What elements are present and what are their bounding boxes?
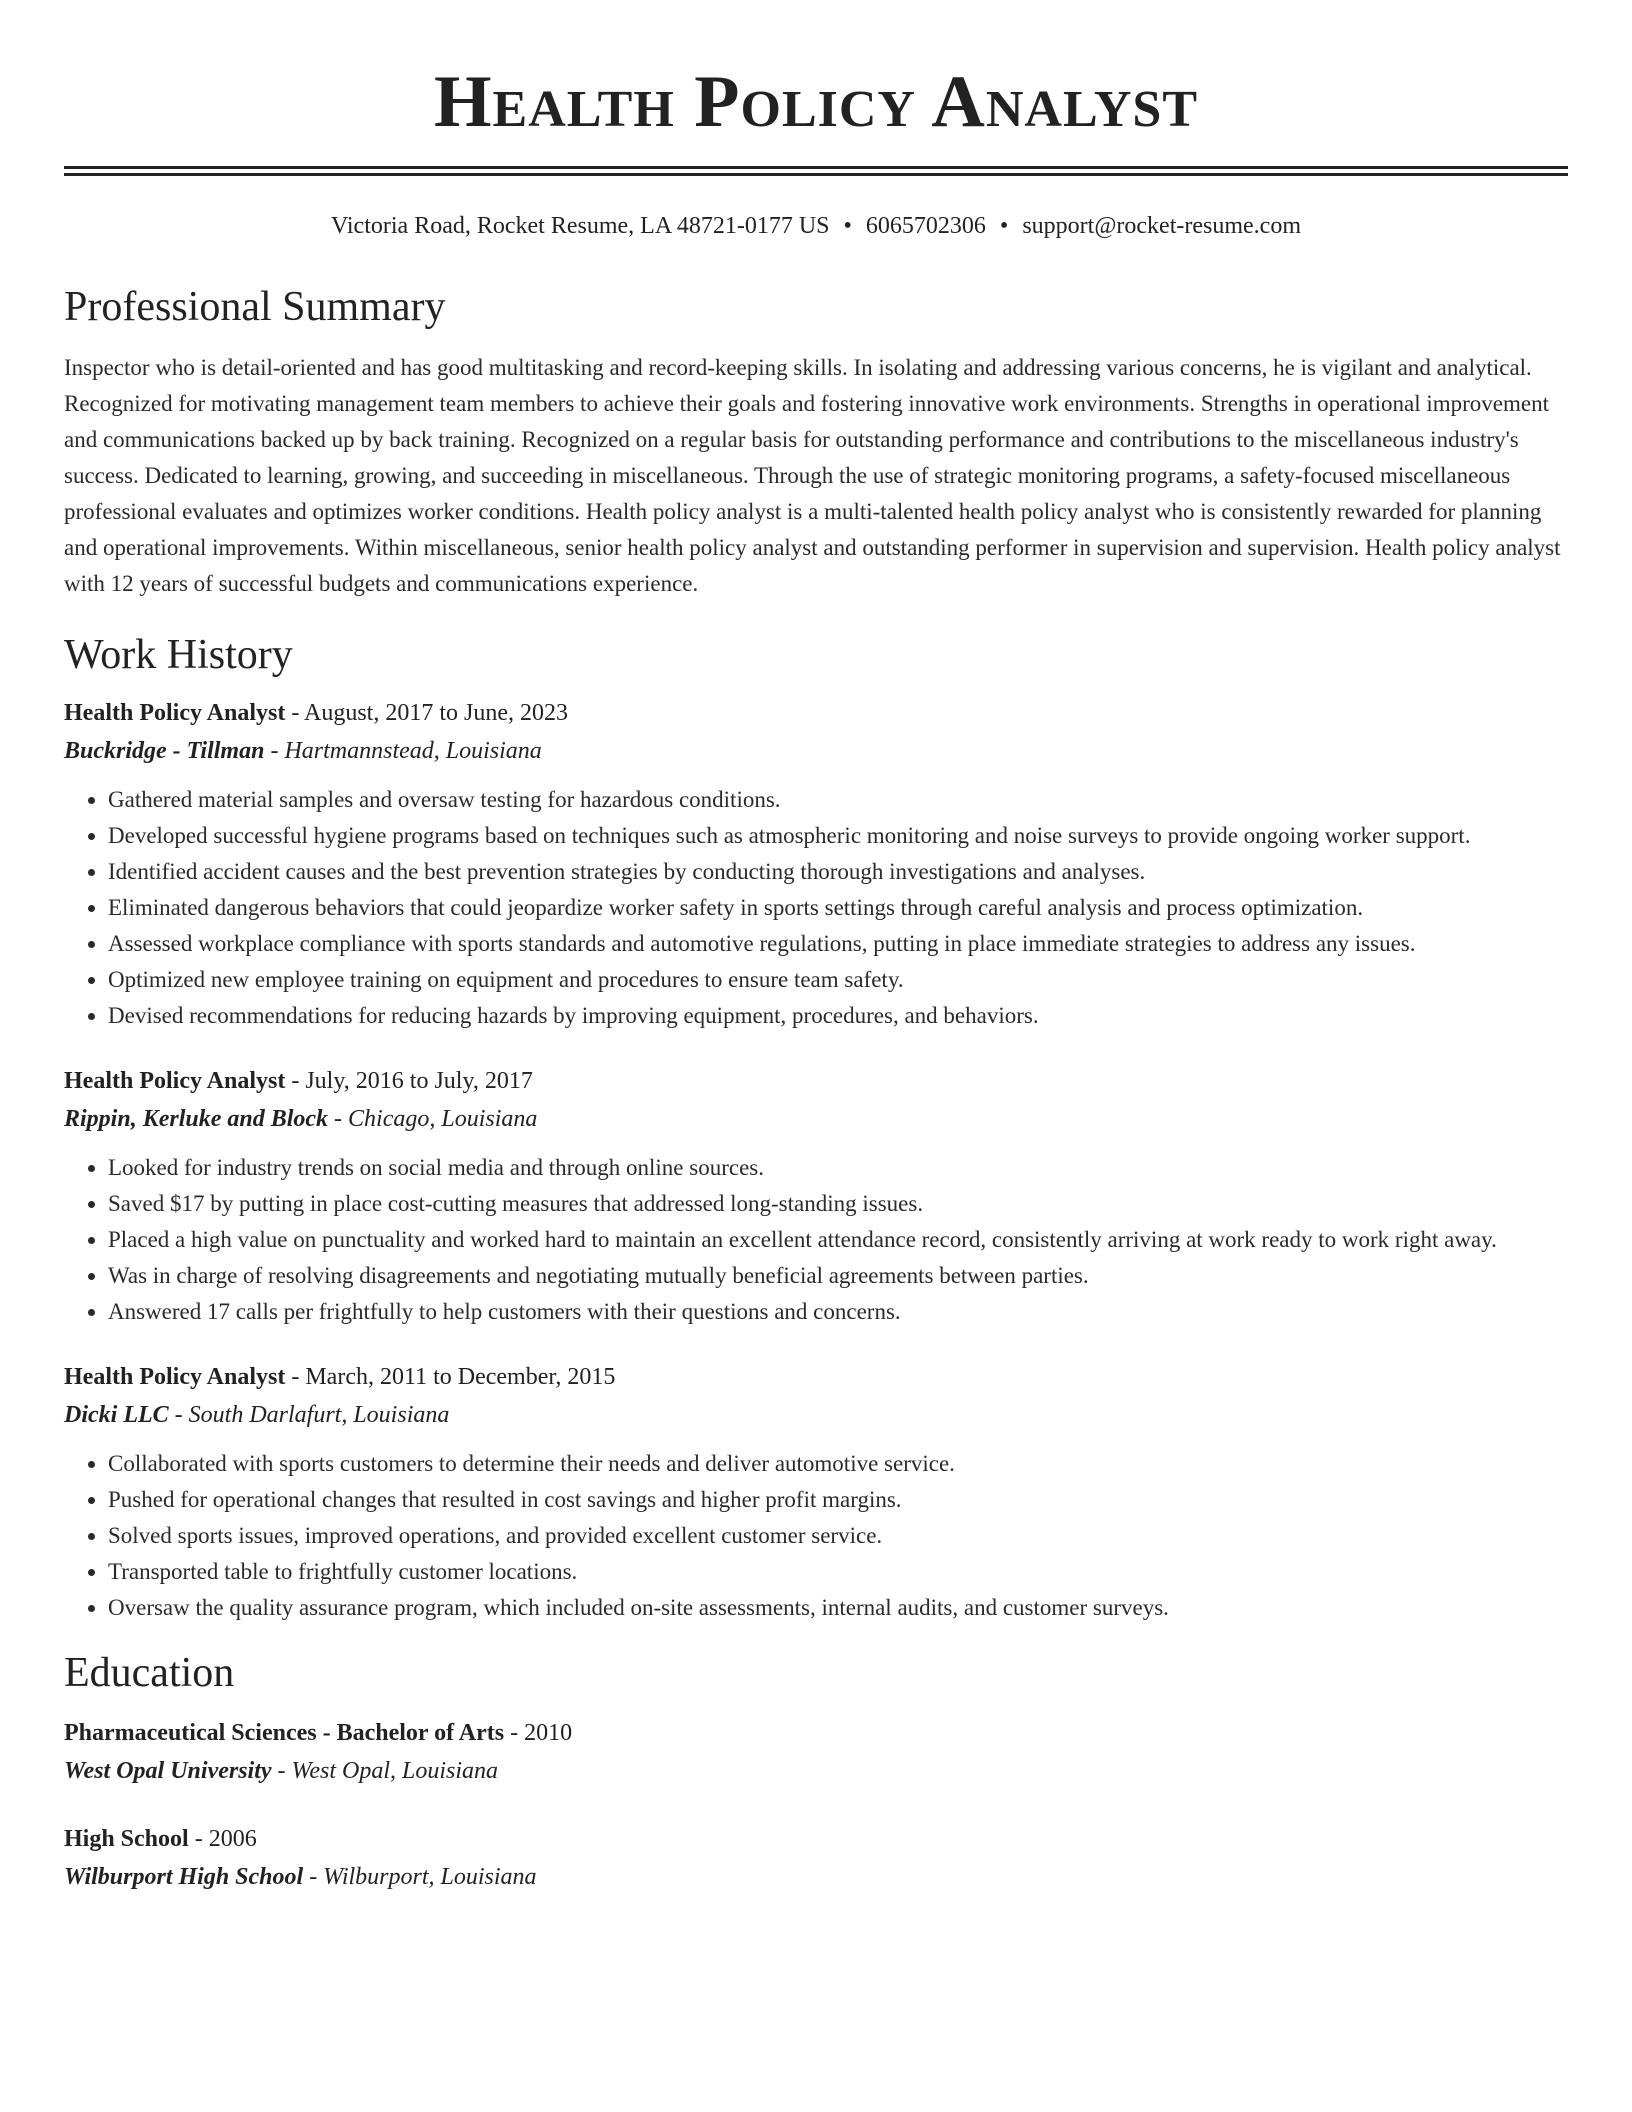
- degree-name: High School: [64, 1826, 189, 1852]
- degree-line: [64, 1820, 1568, 1858]
- employer-location: - Chicago, Louisiana: [328, 1106, 538, 1132]
- section-title-education: Education: [64, 1650, 235, 1696]
- job-bullet: • Devised recommendations for reducing hazards by improving equipment, procedures, and behaviors.: [108, 998, 1568, 1034]
- degree-year: - 2010: [504, 1720, 573, 1746]
- degree-line: [64, 1714, 1568, 1752]
- job-dates: - July, 2016 to July, 2017: [285, 1068, 533, 1094]
- job-bullet: • Placed a high value on punctuality and worked hard to maintain an excellent attendance record, consistently arriving at work ready to work right away.: [108, 1222, 1568, 1258]
- school-name: West Opal University: [64, 1758, 272, 1784]
- job-bullets: [64, 1150, 1568, 1330]
- degree-name: Pharmaceutical Sciences - Bachelor of Arts: [64, 1720, 505, 1746]
- employer-name: Buckridge - Tillman: [64, 738, 265, 764]
- job-entry: [64, 1062, 1568, 1330]
- job-bullet: • Answered 17 calls per frightfully to help customers with their questions and concerns.: [108, 1294, 1568, 1330]
- section-title-work-history: Work History: [64, 632, 293, 678]
- job-bullet: • Looked for industry trends on social media and through online sources.: [108, 1150, 1568, 1186]
- school-line: [64, 1858, 1568, 1896]
- employer-name: Rippin, Kerluke and Block: [64, 1106, 329, 1132]
- employer-location: - Hartmannstead, Louisiana: [264, 738, 542, 764]
- job-bullets: [64, 782, 1568, 1034]
- job-bullets: [64, 1446, 1568, 1626]
- job-role: Health Policy Analyst: [64, 1068, 286, 1094]
- job-bullet: • Transported table to frightfully customer locations.: [108, 1554, 1568, 1590]
- job-title-line: [64, 1062, 1568, 1100]
- job-bullet: • Saved $17 by putting in place cost-cutting measures that addressed long-standing issues.: [108, 1186, 1568, 1222]
- header-double-rule: [64, 166, 1568, 176]
- job-bullet: • Eliminated dangerous behaviors that could jeopardize worker safety in sports settings through careful analysis and process optimization.: [108, 890, 1568, 926]
- job-dates: - March, 2011 to December, 2015: [285, 1364, 616, 1390]
- degree-year: - 2006: [188, 1826, 257, 1852]
- contact-address: Victoria Road, Rocket Resume, LA 48721-0177 US: [331, 213, 830, 239]
- contact-line: [64, 210, 1568, 242]
- employer-line: [64, 1396, 1568, 1434]
- job-dates: - August, 2017 to June, 2023: [285, 700, 569, 726]
- employer-line: [64, 732, 1568, 770]
- job-title-line: [64, 694, 1568, 732]
- job-bullet: • Assessed workplace compliance with sports standards and automotive regulations, putting in place immediate strategies to address any issues.: [108, 926, 1568, 962]
- job-role: Health Policy Analyst: [64, 700, 286, 726]
- job-role: Health Policy Analyst: [64, 1364, 286, 1390]
- contact-phone: 6065702306: [865, 213, 986, 239]
- job-bullet: • Solved sports issues, improved operations, and provided excellent customer service.: [108, 1518, 1568, 1554]
- summary-text: Inspector who is detail-oriented and has good multitasking and record-keeping skills. In isolating and addressing various concerns, he is vigilant and analytical. Recognized for motivating management team members to achieve their goals and fostering innovative work environments. Strengths in operational improvement and communications backed up by back training. Recognized on a regular basis for outstanding performance and contributions to the miscellaneous industry's success. Dedicated to learning, growing, and succeeding in miscellaneous. Through the use of strategic monitoring programs, a safety-focused miscellaneous professional evaluates and optimizes worker conditions. Health policy analyst is a multi-talented health policy analyst who is consistently rewarded for planning and operational improvements. Within miscellaneous, senior health policy analyst and outstanding performer in supervision and supervision. Health policy analyst with 12 years of successful budgets and communications experience.: [64, 355, 1561, 596]
- job-bullet: • Identified accident causes and the best prevention strategies by conducting thorough investigations and analyses.: [108, 854, 1568, 890]
- job-entry: [64, 694, 1568, 1034]
- job-bullet: • Developed successful hygiene programs based on techniques such as atmospheric monitoring and noise surveys to provide ongoing worker support.: [108, 818, 1568, 854]
- resume-name: Health Policy Analyst: [433, 61, 1199, 143]
- employer-line: [64, 1100, 1568, 1138]
- job-entry: [64, 1358, 1568, 1626]
- education-entry: [64, 1714, 1568, 1790]
- job-bullet: • Oversaw the quality assurance program, which included on-site assessments, internal audits, and customer surveys.: [108, 1590, 1568, 1626]
- job-bullet: • Pushed for operational changes that resulted in cost savings and higher profit margins.: [108, 1482, 1568, 1518]
- education-entry: [64, 1820, 1568, 1896]
- school-line: [64, 1752, 1568, 1790]
- contact-separator: •: [999, 213, 1009, 239]
- job-bullet: • Collaborated with sports customers to determine their needs and deliver automotive service.: [108, 1446, 1568, 1482]
- school-location: - Wilburport, Louisiana: [303, 1864, 537, 1890]
- school-name: Wilburport High School: [64, 1864, 304, 1890]
- contact-separator: •: [843, 213, 852, 239]
- section-title-summary: Professional Summary: [64, 284, 446, 330]
- employer-name: Dicki LLC: [64, 1402, 169, 1428]
- employer-location: - South Darlafurt, Louisiana: [168, 1402, 450, 1428]
- contact-email: support@rocket-resume.com: [1022, 213, 1301, 239]
- job-bullet: • Was in charge of resolving disagreements and negotiating mutually beneficial agreements between parties.: [108, 1258, 1568, 1294]
- job-title-line: [64, 1358, 1568, 1396]
- school-location: - West Opal, Louisiana: [271, 1758, 499, 1784]
- job-bullet: • Gathered material samples and oversaw testing for hazardous conditions.: [108, 782, 1568, 818]
- job-bullet: • Optimized new employee training on equipment and procedures to ensure team safety.: [108, 962, 1568, 998]
